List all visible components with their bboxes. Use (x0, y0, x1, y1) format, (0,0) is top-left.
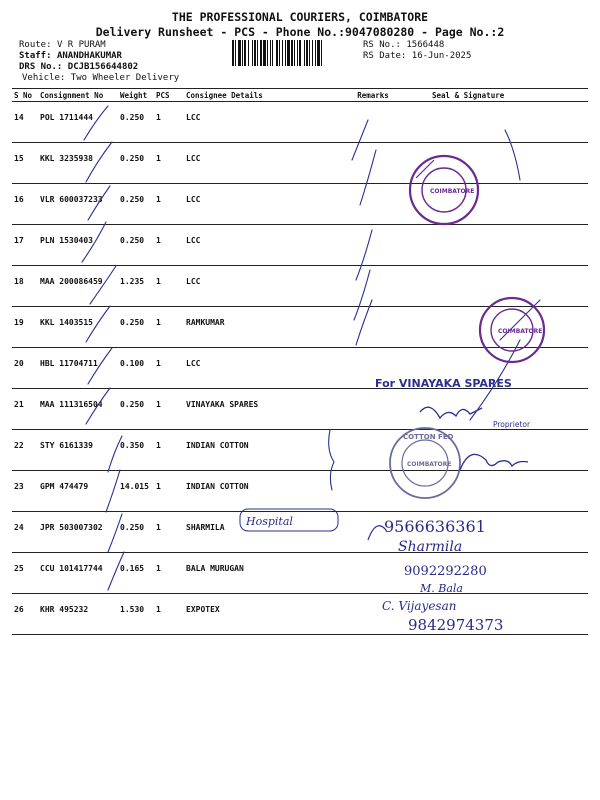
cell-consignment: GPM 474479 (38, 471, 118, 512)
cell-signature (402, 389, 588, 430)
cell-signature (402, 307, 588, 348)
cell-weight: 0.250 (118, 225, 154, 266)
staff-label: Staff: (19, 51, 52, 61)
barcode-bar (317, 40, 320, 66)
rs-no-label: RS No.: (363, 40, 401, 50)
table-row (12, 184, 588, 225)
route-value: V R PURAM (56, 40, 106, 50)
name-bala: M. Bala (420, 582, 463, 595)
cell-signature (402, 512, 588, 553)
barcode-bar (263, 40, 266, 66)
cell-consignee: INDIAN COTTON (184, 430, 344, 471)
cell-sno: 15 (12, 143, 38, 184)
table-row (12, 553, 588, 594)
cell-pcs: 1 (154, 307, 184, 348)
cell-pcs: 1 (154, 553, 184, 594)
col-sno: S No (12, 89, 38, 102)
cell-consignment: POL 1711444 (38, 102, 118, 143)
staff-value: ANANDHAKUMAR (56, 51, 122, 61)
table-row (12, 512, 588, 553)
cell-signature (402, 143, 588, 184)
cell-consignment: VLR 600037233 (38, 184, 118, 225)
staff-line (19, 51, 122, 61)
cell-consignee: LCC (184, 184, 344, 225)
barcode-bar (270, 40, 271, 66)
barcode-bar (260, 40, 262, 66)
cell-signature (402, 430, 588, 471)
barcode-bar (254, 40, 256, 66)
cell-weight: 0.165 (118, 553, 154, 594)
barcode-bar (257, 40, 258, 66)
cell-signature (402, 225, 588, 266)
cell-pcs: 1 (154, 143, 184, 184)
drs-value: DCJB156644802 (67, 62, 139, 72)
cell-consignment: JPR 503007302 (38, 512, 118, 553)
vehicle-value: Two Wheeler Delivery (70, 73, 180, 83)
barcode-bar (272, 40, 273, 66)
cell-consignment: CCU 101417744 (38, 553, 118, 594)
cell-pcs: 1 (154, 266, 184, 307)
table-row (12, 102, 588, 143)
table-row (12, 389, 588, 430)
cell-remarks (344, 184, 402, 225)
cell-weight: 0.100 (118, 348, 154, 389)
barcode-bar (276, 40, 278, 66)
cell-pcs: 1 (154, 430, 184, 471)
name-sharmila: Sharmila (398, 539, 463, 555)
barcode-bar (282, 40, 283, 66)
barcode-bar (306, 40, 308, 66)
cell-weight: 0.250 (118, 102, 154, 143)
rs-date-value: 16-Jun-2025 (411, 51, 472, 61)
drs-line (19, 62, 138, 72)
vinayaka-stamp: For VINAYAKA SPARES (375, 377, 512, 390)
cell-consignment: PLN 1530403 (38, 225, 118, 266)
svg-text:COTTON FED: COTTON FED (403, 433, 454, 441)
cell-consignee: VINAYAKA SPARES (184, 389, 344, 430)
barcode-bar (267, 40, 268, 66)
cell-consignee: SHARMILA (184, 512, 344, 553)
rs-no-value: 1566448 (406, 40, 445, 50)
cell-sno: 20 (12, 348, 38, 389)
proprietor-label: Proprietor (493, 420, 531, 429)
cell-consignee: EXPOTEX (184, 594, 344, 635)
svg-text:COIMBATORE: COIMBATORE (498, 328, 543, 335)
cell-pcs: 1 (154, 512, 184, 553)
cell-pcs: 1 (154, 225, 184, 266)
cell-consignee: LCC (184, 348, 344, 389)
svg-text:COIMBATORE: COIMBATORE (407, 461, 452, 468)
cell-remarks (344, 225, 402, 266)
company-title: THE PROFESSIONAL COURIERS, COIMBATORE (171, 10, 429, 24)
cell-consignee: INDIAN COTTON (184, 471, 344, 512)
cell-pcs: 1 (154, 471, 184, 512)
cell-sno: 26 (12, 594, 38, 635)
cell-consignment: KKL 1403515 (38, 307, 118, 348)
cell-consignment: MAA 111316504 (38, 389, 118, 430)
vehicle-line (22, 73, 179, 83)
phone-expotex: 9842974373 (408, 616, 504, 634)
phone-sharmila: 9566636361 (384, 517, 486, 536)
cell-remarks (344, 471, 402, 512)
drs-barcode (232, 40, 358, 66)
cell-remarks (344, 102, 402, 143)
cell-pcs: 1 (154, 348, 184, 389)
cell-weight: 1.235 (118, 266, 154, 307)
table-row (12, 594, 588, 635)
cell-sno: 14 (12, 102, 38, 143)
barcode-bar (248, 40, 249, 66)
col-pcs: PCS (154, 89, 184, 102)
vehicle-label: Vehicle: (22, 73, 66, 83)
cell-signature (402, 594, 588, 635)
cell-sno: 24 (12, 512, 38, 553)
table-row (12, 348, 588, 389)
cell-consignee: LCC (184, 225, 344, 266)
cell-remarks (344, 553, 402, 594)
barcode-bar (285, 40, 286, 66)
cell-sno: 22 (12, 430, 38, 471)
cell-consignee: LCC (184, 266, 344, 307)
table-row (12, 143, 588, 184)
cell-weight: 14.015 (118, 471, 154, 512)
cell-remarks (344, 307, 402, 348)
cell-sno: 21 (12, 389, 38, 430)
cell-sno: 17 (12, 225, 38, 266)
table-header-row (12, 89, 588, 102)
cell-remarks (344, 389, 402, 430)
barcode-bar (304, 40, 305, 66)
cell-remarks (344, 143, 402, 184)
col-consignee: Consignee Details (184, 89, 344, 102)
cell-signature (402, 471, 588, 512)
cell-signature (402, 184, 588, 225)
barcode-bar (279, 40, 280, 66)
barcode-bar (315, 40, 316, 66)
cell-weight: 0.250 (118, 389, 154, 430)
cell-consignment: STY 6161339 (38, 430, 118, 471)
cell-consignee: RAMKUMAR (184, 307, 344, 348)
cell-pcs: 1 (154, 594, 184, 635)
cell-remarks (344, 594, 402, 635)
cell-consignee: LCC (184, 143, 344, 184)
barcode-bar (309, 40, 310, 66)
drs-label: DRS No.: (19, 62, 63, 72)
cell-remarks (344, 512, 402, 553)
cell-weight: 0.250 (118, 143, 154, 184)
barcode-bar (321, 40, 322, 66)
cell-sno: 19 (12, 307, 38, 348)
runsheet-table (12, 88, 588, 635)
cell-weight: 0.250 (118, 512, 154, 553)
cell-signature (402, 266, 588, 307)
remark-hospital: Hospital (246, 515, 293, 528)
col-consignment: Consignment No (38, 89, 118, 102)
cell-consignment: HBL 11704711 (38, 348, 118, 389)
runsheet-subtitle: Delivery Runsheet - PCS - Phone No.:9047080280 - Page No.:2 (95, 25, 505, 39)
cell-consignment: KHR 495232 (38, 594, 118, 635)
cell-signature (402, 553, 588, 594)
barcode-bar (232, 40, 234, 66)
barcode-bar (252, 40, 253, 66)
barcode-bar (242, 40, 243, 66)
cell-remarks (344, 430, 402, 471)
cell-pcs: 1 (154, 389, 184, 430)
svg-text:COIMBATORE: COIMBATORE (430, 188, 475, 195)
cell-signature (402, 348, 588, 389)
cell-weight: 0.250 (118, 184, 154, 225)
cell-consignment: MAA 200086459 (38, 266, 118, 307)
barcode-bar (297, 40, 298, 66)
cell-sno: 25 (12, 553, 38, 594)
table-row (12, 471, 588, 512)
rs-no-line (363, 40, 444, 50)
route-label: Route: (19, 40, 52, 50)
route-line (19, 40, 106, 50)
barcode-bar (312, 40, 313, 66)
cell-sno: 23 (12, 471, 38, 512)
barcode-bar (238, 40, 241, 66)
cell-consignee: BALA MURUGAN (184, 553, 344, 594)
barcode-bar (235, 40, 236, 66)
col-remarks: Remarks (344, 89, 402, 102)
rs-date-line (363, 51, 471, 61)
cell-weight: 0.350 (118, 430, 154, 471)
barcode-bar (299, 40, 301, 66)
barcode-bar (291, 40, 293, 66)
name-expotex: C. Vijayesan (382, 599, 457, 613)
table-row (12, 307, 588, 348)
col-seal-signature: Seal & Signature (402, 89, 588, 102)
barcode-bar (287, 40, 290, 66)
rs-date-label: RS Date: (363, 51, 407, 61)
barcode-bar (294, 40, 295, 66)
col-weight: Weight (118, 89, 154, 102)
cell-consignment: KKL 3235938 (38, 143, 118, 184)
table-row (12, 430, 588, 471)
barcode-bar (244, 40, 246, 66)
cell-remarks (344, 266, 402, 307)
cell-signature (402, 102, 588, 143)
table-row (12, 266, 588, 307)
phone-bala: 9092292280 (404, 564, 487, 579)
cell-sno: 18 (12, 266, 38, 307)
cell-pcs: 1 (154, 102, 184, 143)
cell-pcs: 1 (154, 184, 184, 225)
cell-consignee: LCC (184, 102, 344, 143)
cell-remarks (344, 348, 402, 389)
table-row (12, 225, 588, 266)
cell-sno: 16 (12, 184, 38, 225)
cell-weight: 1.530 (118, 594, 154, 635)
cell-weight: 0.250 (118, 307, 154, 348)
